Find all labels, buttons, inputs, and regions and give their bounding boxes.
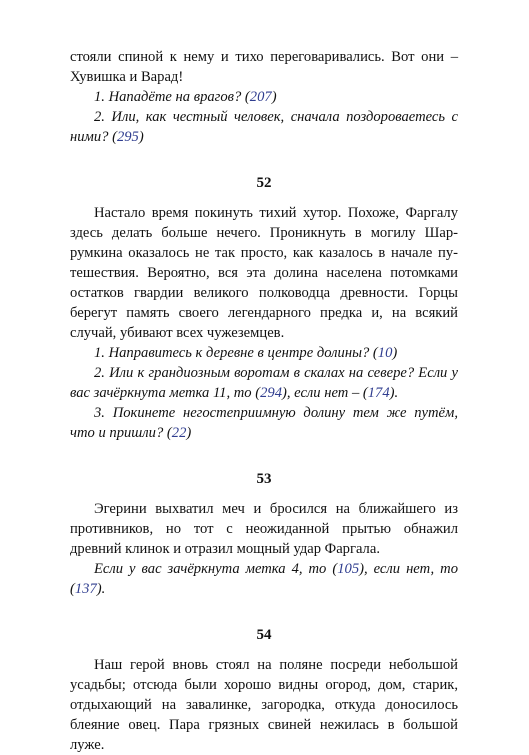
link-295[interactable]: 295 — [116, 129, 139, 145]
option-attack: 1. Нападёте на врагов? (207) — [94, 89, 277, 105]
option-village: 1. Направитесь к деревне в центре долины? (10) — [94, 345, 398, 361]
option-text: 2. Или, как честный человек, сначала поздороваетесь с ними? ( — [70, 109, 458, 145]
option-leave: 3. Покинете негостеприимную долину тем же путём, что и пришли? (22) — [70, 405, 458, 441]
section-52-text: Настало время покинуть тихий хутор. Похоже, Фаргалу здесь делать больше нечего. Проникнуть в могилу Шаррумкина оказалось не так просто, как казалось в начале путешествия. Вероятно, вся эта долина населена потомками остатков гвардии великого полководца древности. Горцы берегут память своего легендарного предка и, на всякий случай, убивают всех чужеземцев. — [70, 205, 458, 341]
link-105[interactable]: 105 — [337, 561, 360, 577]
link-207[interactable]: 207 — [249, 89, 272, 105]
option-gates: 2. Или к грандиозным воротам в скалах на севере? Если у вас зачёркнута метка 11, то (294), если нет – (174). — [70, 365, 458, 401]
option-mark-4: Если у вас зачёркнута метка 4, то (105), если нет, то (137). — [70, 561, 458, 597]
section-number-53: 53 — [256, 471, 272, 487]
link-22[interactable]: 22 — [171, 425, 187, 441]
section-54-text: Наш герой вновь стоял на поляне посреди небольшой усадьбы; отсюда были хорошо видны огород, дом, старик, отдыхающий на завалинке, загородка, откуда доносилось блеяние овец. Пара грязных свиней нежилась в большой луже. — [70, 657, 458, 753]
link-10[interactable]: 10 — [377, 345, 393, 361]
page-text — [70, 47, 458, 755]
section-53-text: Эгерини выхватил меч и бросился на ближайшего из противников, но тот с неожиданной прытью обнажил древний клинок и отразил мощный удар Фаргала. — [70, 501, 458, 557]
link-137[interactable]: 137 — [74, 581, 97, 597]
link-174[interactable]: 174 — [367, 385, 390, 401]
section-number-54: 54 — [256, 627, 272, 643]
option-text: 1. Нападёте на врагов? ( — [94, 89, 250, 105]
section-number-52: 52 — [256, 175, 272, 191]
intro-paragraph: стояли спиной к нему и тихо переговаривались. Вот они – Хувишка и Варад! — [70, 49, 458, 85]
option-greet: 2. Или, как честный человек, сначала поздороваетесь с ними? (295) — [70, 109, 458, 145]
link-294[interactable]: 294 — [260, 385, 282, 401]
